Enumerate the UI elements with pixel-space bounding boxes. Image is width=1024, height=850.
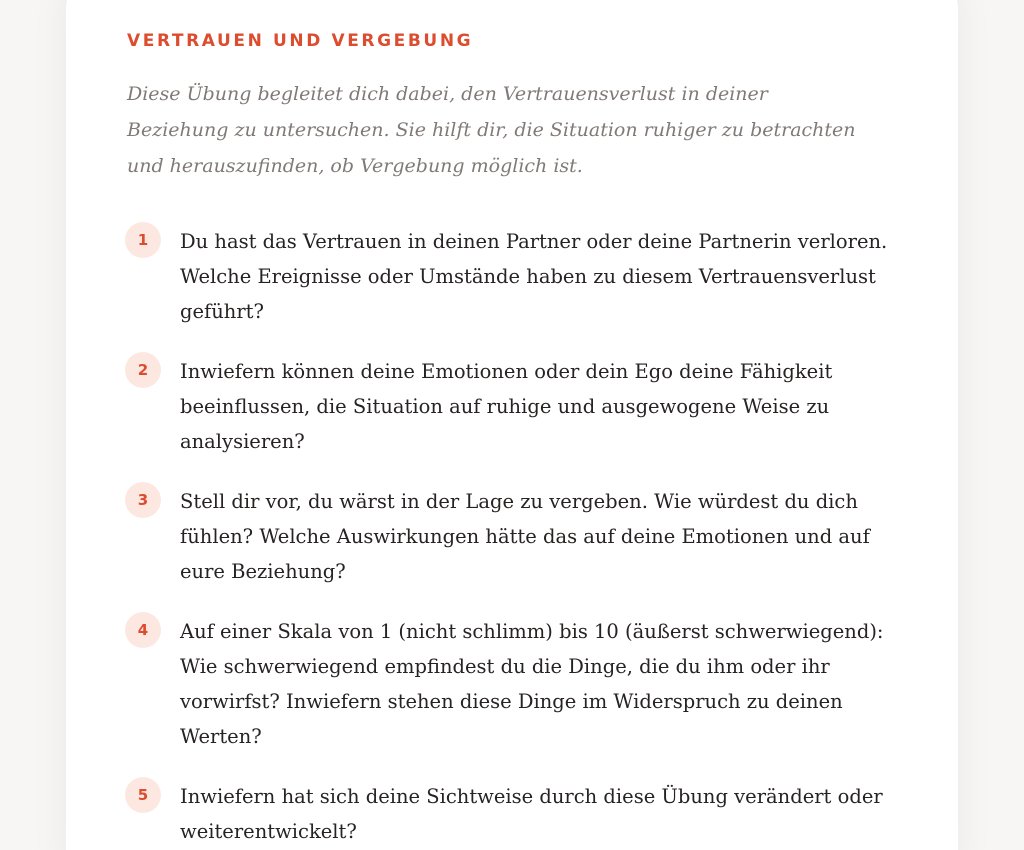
question-item-1 xyxy=(127,224,907,329)
question-number-badge: 1 xyxy=(125,222,161,258)
question-item-5 xyxy=(127,779,907,849)
question-item-2 xyxy=(127,354,907,459)
question-text: Stell dir vor, du wärst in der Lage zu vergeben. Wie würdest du dich fühlen? Welche Auswirkungen hätte das auf deine Emotionen und auf eure Beziehung? xyxy=(180,490,870,583)
section-kicker: VERTRAUEN UND VERGEBUNG xyxy=(127,31,474,51)
exercise-content xyxy=(127,30,907,850)
question-list xyxy=(127,224,907,849)
intro-text: Diese Übung begleitet dich dabei, den Vertrauensverlust in deiner Beziehung zu untersuchen. Sie hilft dir, die Situation ruhiger zu betrachten und herauszufinden, ob Vergebung möglich ist. xyxy=(127,83,856,177)
question-item-3 xyxy=(127,484,907,589)
question-item-4 xyxy=(127,614,907,754)
question-number-badge: 4 xyxy=(125,612,161,648)
question-text: Auf einer Skala von 1 (nicht schlimm) bis 10 (äußerst schwerwiegend): Wie schwerwiegend empfindest du die Dinge, die du ihm oder ihr vorwirfst? Inwiefern stehen diese Dinge im Widerspruch zu deinen Werten? xyxy=(180,620,884,748)
question-text: Inwiefern können deine Emotionen oder dein Ego deine Fähigkeit beeinflussen, die Situation auf ruhige und ausgewogene Weise zu analysieren? xyxy=(180,360,833,453)
question-number-badge: 3 xyxy=(125,482,161,518)
question-text: Du hast das Vertrauen in deinen Partner oder deine Partnerin verloren. Welche Ereignisse oder Umstände haben zu diesem Vertrauensverlust geführt? xyxy=(180,230,888,323)
question-number-badge: 2 xyxy=(125,352,161,388)
question-text: Inwiefern hat sich deine Sichtweise durch diese Übung verändert oder weiterentwickelt? xyxy=(180,785,883,843)
question-number-badge: 5 xyxy=(125,777,161,813)
